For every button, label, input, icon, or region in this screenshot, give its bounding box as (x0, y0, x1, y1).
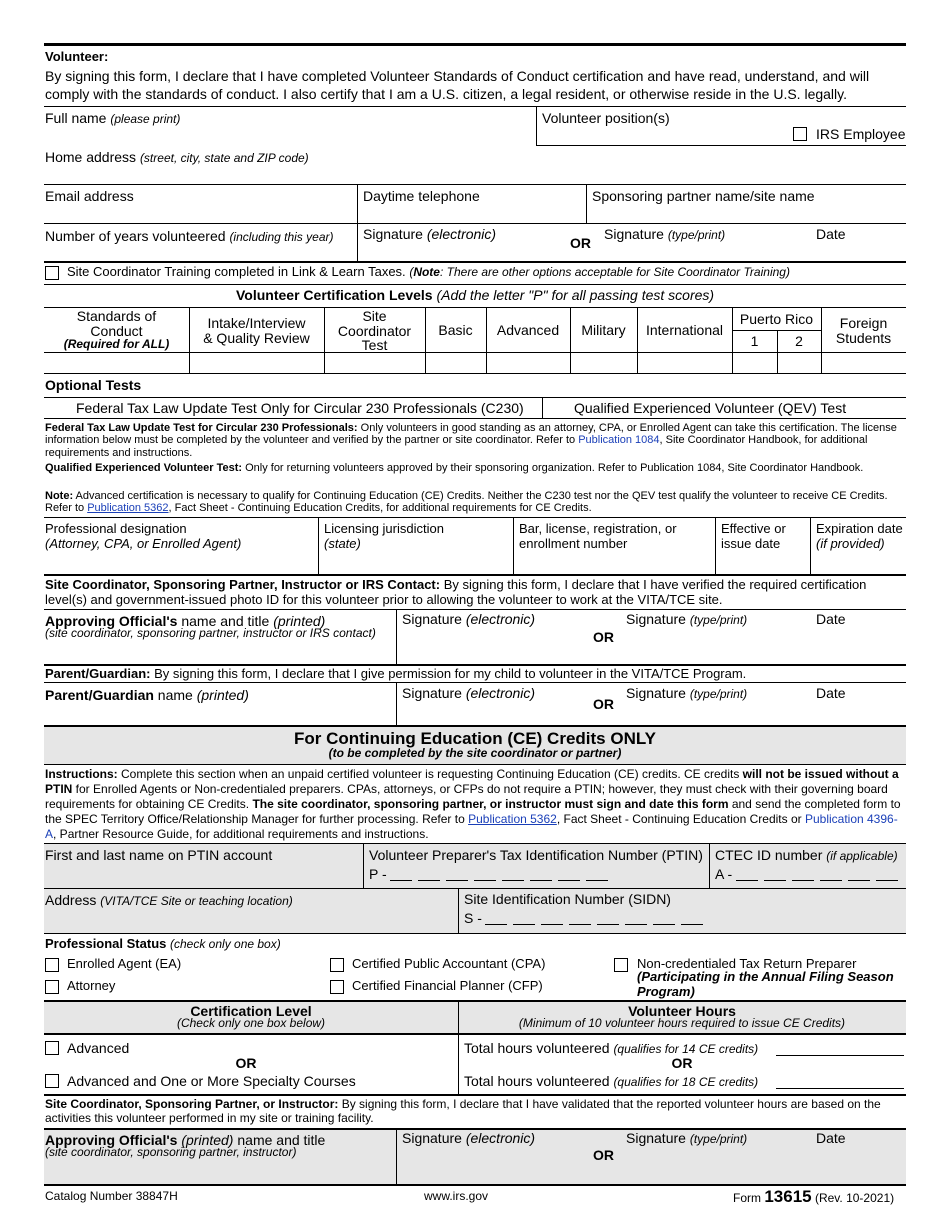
cert-level-heading: Certification Level (190, 1003, 312, 1019)
expiration-date[interactable]: Expiration date (if provided) (816, 521, 903, 551)
cert-or: OR (235, 1055, 257, 1071)
ea-checkbox[interactable] (45, 958, 59, 972)
hours-14-label: Total hours volunteered (qualifies for 14 CE credits) (464, 1040, 759, 1056)
cpa-label: Certified Public Accountant (CPA) (352, 956, 546, 971)
irs-website: www.irs.gov (424, 1189, 489, 1203)
effective-date[interactable]: Effective or issue date (721, 521, 786, 551)
irs-employee-label: IRS Employee (816, 126, 906, 142)
ce-note: Note: Advanced certification is necessary to qualify for Continuing Education (CE) Credits. Neither the C230 test nor the QEV test qualify the volunteer to receive CE Credits. Refer to Publication 5362, Fact Sheet - Continuing Education Credits, for additional requirements for CE Credits. (45, 490, 888, 515)
basic-header: Basic (438, 322, 473, 338)
cfp-label: Certified Financial Planner (CFP) (352, 978, 543, 993)
advanced-header: Advanced (496, 322, 560, 338)
parent-or: OR (593, 696, 614, 712)
volunteer-declaration: By signing this form, I declare that I have completed Volunteer Standards of Conduct certification and have read, understand, and will comply with the standards of conduct. I also certify that I am a U.S. citizen, a legal resident, or otherwise reside in the U.S. legally. (45, 68, 870, 103)
professional-status-label: Professional Status (check only one box) (45, 936, 281, 951)
sc-signature-electronic[interactable]: Signature (electronic) (402, 611, 536, 627)
signature-typeprint[interactable]: Signature (type/print) (604, 226, 726, 242)
advanced-specialty-label: Advanced and One or More Specialty Courses (67, 1073, 356, 1089)
ce-signature-typeprint[interactable]: Signature (type/print) (626, 1130, 748, 1146)
non-credentialed-checkbox[interactable] (614, 958, 628, 972)
site-coordinator-declaration: Site Coordinator, Sponsoring Partner, Instructor or IRS Contact: By signing this form, I declare that I have verified the required certification level(s) and government-issued photo ID for this volunteer prior to allowing the volunteer to work at the VITA/TCE site. (45, 577, 867, 607)
ctec-prefix: A - (715, 866, 733, 882)
phone-label[interactable]: Daytime telephone (363, 188, 480, 204)
pr-2-header: 2 (795, 333, 803, 349)
qev-description: Qualified Experienced Volunteer Test: Only for returning volunteers approved by their sponsoring organization. Refer to Publication 1084, Site Coordinator Handbook. (45, 462, 864, 474)
attorney-label: Attorney (67, 978, 116, 993)
foreign-students-header: Foreign Students (835, 315, 892, 346)
c230-test[interactable]: Federal Tax Law Update Test Only for Circular 230 Professionals (C230) (76, 400, 524, 416)
iqr-header: Intake/Interview & Quality Review (203, 315, 310, 346)
cert-levels-title: Volunteer Certification Levels (Add the letter "P" for all passing test scores) (236, 287, 715, 303)
volunteer-position-label[interactable]: Volunteer position(s) (542, 110, 670, 126)
advanced-checkbox[interactable] (45, 1041, 59, 1055)
parent-name-label[interactable]: Parent/Guardian name (printed) (45, 687, 249, 703)
international-header: International (645, 322, 724, 338)
parent-declaration: Parent/Guardian: By signing this form, I declare that I give permission for my child to volunteer in the VITA/TCE Program. (45, 666, 747, 681)
training-checkbox[interactable] (45, 266, 59, 280)
parent-signature-electronic[interactable]: Signature (electronic) (402, 685, 536, 701)
volunteer-heading: Volunteer: (45, 49, 109, 64)
licensing-jurisdiction[interactable]: Licensing jurisdiction (state) (324, 521, 444, 551)
parent-signature-typeprint[interactable]: Signature (type/print) (626, 685, 748, 701)
catalog-number: Catalog Number 38847H (45, 1189, 178, 1203)
sidn-blanks[interactable] (485, 915, 703, 925)
ctec-label[interactable]: CTEC ID number (if applicable) (715, 847, 898, 863)
sc-test-header: Site Coordinator Test (337, 308, 412, 354)
email-label[interactable]: Email address (45, 188, 134, 204)
hours-18-input[interactable] (776, 1088, 904, 1089)
puerto-rico-header: Puerto Rico (739, 311, 814, 327)
prof-designation[interactable]: Professional designation (Attorney, CPA, or Enrolled Agent) (45, 521, 242, 551)
hours-18-label: Total hours volunteered (qualifies for 18 CE credits) (464, 1073, 759, 1089)
cpa-checkbox[interactable] (330, 958, 344, 972)
signature-electronic[interactable]: Signature (electronic) (363, 226, 497, 242)
qev-test[interactable]: Qualified Experienced Volunteer (QEV) Test (574, 400, 847, 416)
approving-official-hint: (site coordinator, sponsoring partner, instructor or IRS contact) (45, 626, 376, 640)
sidn-label[interactable]: Site Identification Number (SIDN) (464, 891, 671, 907)
sponsor-label[interactable]: Sponsoring partner name/site name (592, 188, 815, 204)
volunteer-hours-hint: (Minimum of 10 volunteer hours required to issue CE Credits) (518, 1016, 846, 1030)
cfp-checkbox[interactable] (330, 980, 344, 994)
years-label[interactable]: Number of years volunteered (including this year) (45, 228, 334, 244)
military-header: Military (581, 322, 626, 338)
hours-validation-declaration: Site Coordinator, Sponsoring Partner, or Instructor: By signing this form, I declare that I have validated that the reported volunteer hours are based on the activities this volunteer performed in my site or training facility. (45, 1097, 881, 1126)
ce-approving-official-hint: (site coordinator, sponsoring partner, instructor) (45, 1145, 297, 1159)
advanced-specialty-checkbox[interactable] (45, 1074, 59, 1088)
ce-address-label[interactable]: Address (VITA/TCE Site or teaching location) (45, 892, 293, 908)
ptin-label[interactable]: Volunteer Preparer's Tax Identification Number (PTIN) (369, 847, 703, 863)
bar-license-number[interactable]: Bar, license, registration, or enrollment number (519, 521, 677, 551)
ctec-blanks[interactable] (736, 871, 898, 881)
ce-date[interactable]: Date (816, 1130, 846, 1146)
afsp-hint: (Participating in the Annual Filing Season Program) (637, 969, 894, 999)
soc-header: Standards of Conduct (Required for ALL) (63, 308, 170, 352)
ce-approving-official-label[interactable]: Approving Official's (printed) name and title (45, 1132, 326, 1148)
c230-description: Federal Tax Law Update Test for Circular 230 Professionals: Only volunteers in good standing as an attorney, CPA, or Enrolled Agent can take this certification. The license information below must be completed by the volunteer and verified by the partner or site coordinator. Refer to Publication 1084, Site Coordinator Handbook, for additional requirements and instructions. (45, 422, 897, 459)
ce-signature-electronic[interactable]: Signature (electronic) (402, 1130, 536, 1146)
parent-date[interactable]: Date (816, 685, 846, 701)
hours-or: OR (671, 1055, 693, 1071)
cert-level-hint: (Check only one box below) (176, 1016, 326, 1030)
pr-1-header: 1 (750, 333, 759, 349)
non-credentialed-label: Non-credentialed Tax Return Preparer (637, 956, 857, 971)
irs-employee-checkbox[interactable] (793, 127, 807, 141)
ce-title: For Continuing Education (CE) Credits ONLY (293, 729, 657, 748)
sidn-prefix: S - (464, 910, 482, 926)
advanced-label: Advanced (67, 1040, 130, 1056)
home-address-label[interactable]: Home address (street, city, state and ZIP code) (45, 149, 309, 165)
sc-or: OR (593, 629, 614, 645)
form-number: Form 13615 (Rev. 10-2021) (733, 1187, 895, 1206)
attorney-checkbox[interactable] (45, 980, 59, 994)
training-text: Site Coordinator Training completed in Link & Learn Taxes. (Note: There are other options acceptable for Site Coordinator Training) (67, 264, 790, 279)
form-13615-page (44, 0, 906, 1230)
sc-signature-typeprint[interactable]: Signature (type/print) (626, 611, 748, 627)
ptin-name-label[interactable]: First and last name on PTIN account (45, 847, 273, 863)
sc-date[interactable]: Date (816, 611, 846, 627)
ptin-blanks[interactable] (390, 871, 608, 881)
ce-subtitle: (to be completed by the site coordinator or partner) (328, 746, 622, 760)
volunteer-hours-heading: Volunteer Hours (628, 1003, 736, 1019)
approving-official-label[interactable]: Approving Official's name and title (printed) (45, 613, 326, 629)
full-name-label[interactable]: Full name (please print) (45, 110, 181, 126)
ea-label: Enrolled Agent (EA) (67, 956, 182, 971)
top-rule (44, 43, 906, 46)
optional-tests-heading: Optional Tests (45, 377, 142, 393)
ce-instructions: Instructions: Complete this section when an unpaid certified volunteer is requesting Continuing Education (CE) credits. CE credits will not be issued without a PTIN for Enrolled Agents or Non-credentialed preparers. CPAs, attorneys, or CFPs do not require a PTIN; however, they must check with their governing board requirements for obtaining CE Credits. The site coordinator, sponsoring partner, or instructor must sign and date this form and send the completed form to the SPEC Territory Office/Relationship Manager for further processing. Refer to Publication 5362, Fact Sheet - Continuing Education Credits or Publication 4396-A, Partner Resource Guide, for additional requirements and instructions. (45, 767, 901, 841)
ce-or: OR (593, 1147, 614, 1163)
ptin-prefix: P - (369, 866, 387, 882)
or-label: OR (570, 235, 591, 251)
date-label[interactable]: Date (816, 226, 846, 242)
